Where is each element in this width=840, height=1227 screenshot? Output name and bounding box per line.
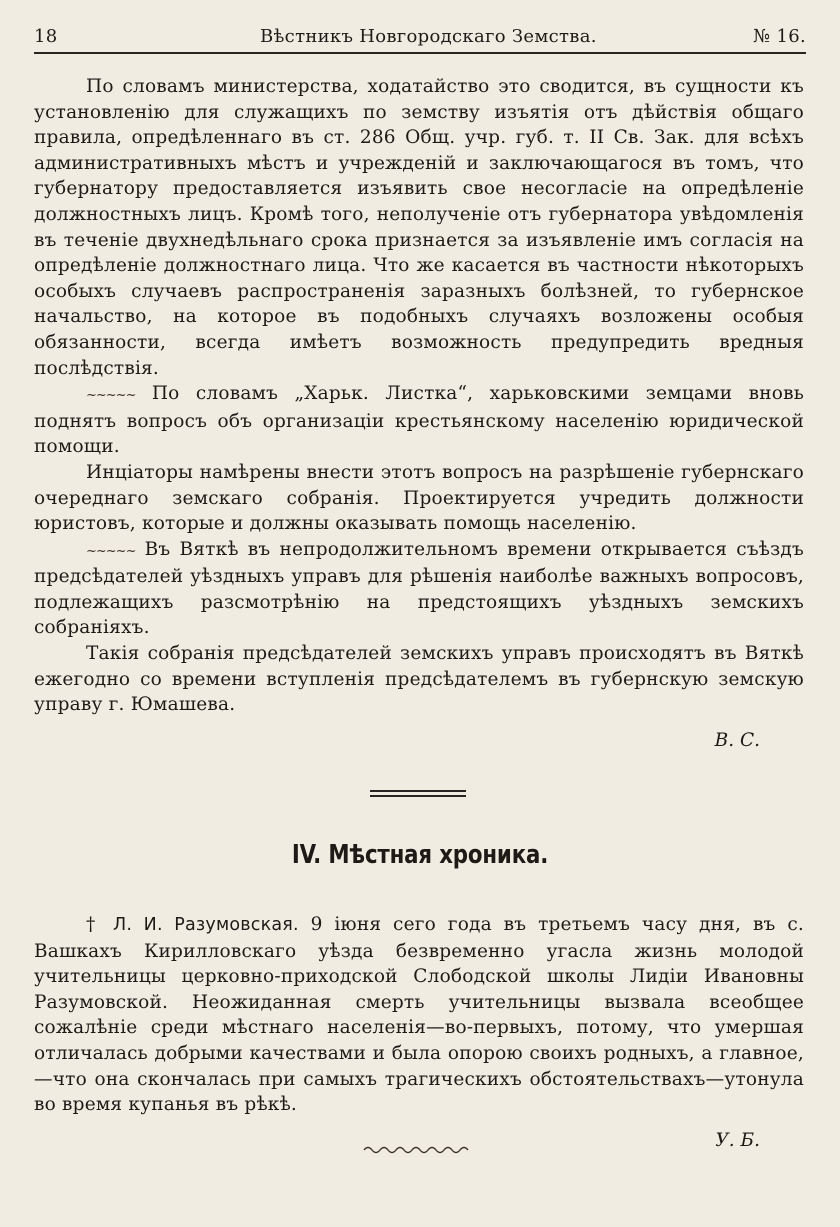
- signature-vs: В. С.: [714, 729, 760, 751]
- tilde-mark: ~~~~~: [86, 388, 136, 404]
- paragraph-kharkov: [34, 381, 804, 460]
- obituary-paragraph: [34, 912, 804, 1118]
- paragraph-vyatka: [34, 537, 804, 641]
- paragraph-kharkov-text: По словамъ „Харьк. Листка“, харьковскими земцами вновь поднятъ вопросъ объ организаціи крестьянскому населенію юридической помощи.: [34, 383, 804, 458]
- paragraph-vyatka-text: Въ Вяткѣ въ непродолжительномъ времени открывается съѣздъ предсѣдателей уѣздныхъ управъ для рѣшенія наиболѣе важныхъ вопросовъ, подлежащихъ разсмотрѣнію на предстоящихъ уѣздныхъ земскихъ собраніяхъ.: [34, 538, 804, 639]
- separator-line: [370, 795, 466, 797]
- tilde-mark: ~~~~~: [86, 543, 136, 559]
- paragraph-ministry: По словамъ министерства, ходатайство это сводится, въ сущности къ установленію для служащихъ по земству изъятія отъ дѣйствія общаго правила, опредѣленнаго въ ст. 286 Общ. учр. губ. т. II Св. Зак. для всѣхъ административныхъ мѣстъ и учрежденій и заключающагося въ томъ, что губернатору предоставляется изъявить свое несогласіе на опредѣленіе должностныхъ лицъ. Кромѣ того, неполученіе отъ губернатора увѣдомленія въ теченіе двухнедѣльнаго срока признается за изъявленіе имъ согласія на опредѣленіе должностнаго лица. Что же касается въ частности нѣкоторыхъ особыхъ случаевъ распространенія заразныхъ болѣзней, то губернское начальство, на которое въ подобныхъ случаяхъ возложены особыя обязанности, всегда имѣетъ возможность предупредить вредныя послѣдствія.: [34, 76, 804, 379]
- obituary-name: Л. И. Разумовская.: [113, 915, 299, 935]
- running-head: [34, 24, 806, 54]
- paragraph-meetings: Такія собранія предсѣдателей земскихъ управъ происходятъ въ Вяткѣ ежегодно со времени вступленія предсѣдателемъ въ губернскую земскую управу г. Юмашева.: [34, 643, 804, 716]
- signature-ub: У. Б.: [715, 1129, 760, 1151]
- journal-title: Вѣстникъ Новгородскаго Земства.: [260, 26, 597, 47]
- article-body: [34, 74, 804, 754]
- closing-ornament-icon: [362, 1143, 472, 1157]
- dagger-icon: †: [86, 914, 102, 935]
- obituary-text: 9 іюня сего года въ третьемъ часу дня, въ с. Вашкахъ Кирилловскаго уѣзда безвременно угасла жизнь молодой учительницы церковно-приходской Слободской школы Лидіи Ивановны Разумовской. Неожиданная смерть учительницы вызвала всеобщее сожалѣніе среди мѣстнаго населенія—во-первыхъ, потому, что умершая отличалась добрыми качествами и была опорою своихъ родныхъ, а главное,—что она скончалась при самыхъ трагическихъ обстоятельствахъ—утонула во время купанья въ рѣкѣ.: [34, 914, 804, 1116]
- header-rule: [34, 52, 806, 54]
- separator-line: [370, 790, 466, 792]
- section-title: IV. Мѣстная хроника.: [291, 840, 549, 870]
- chronicle-body: [34, 912, 804, 1154]
- paragraph-initiators: Инціаторы намѣрены внести этотъ вопросъ на разрѣшеніе губернскаго очереднаго земскаго собранія. Проектируется учредить должности юристовъ, которые и должны оказывать помощь населенію.: [34, 461, 804, 535]
- section-separator: [370, 790, 466, 800]
- issue-number: № 16.: [753, 26, 806, 47]
- page-number: 18: [34, 26, 58, 47]
